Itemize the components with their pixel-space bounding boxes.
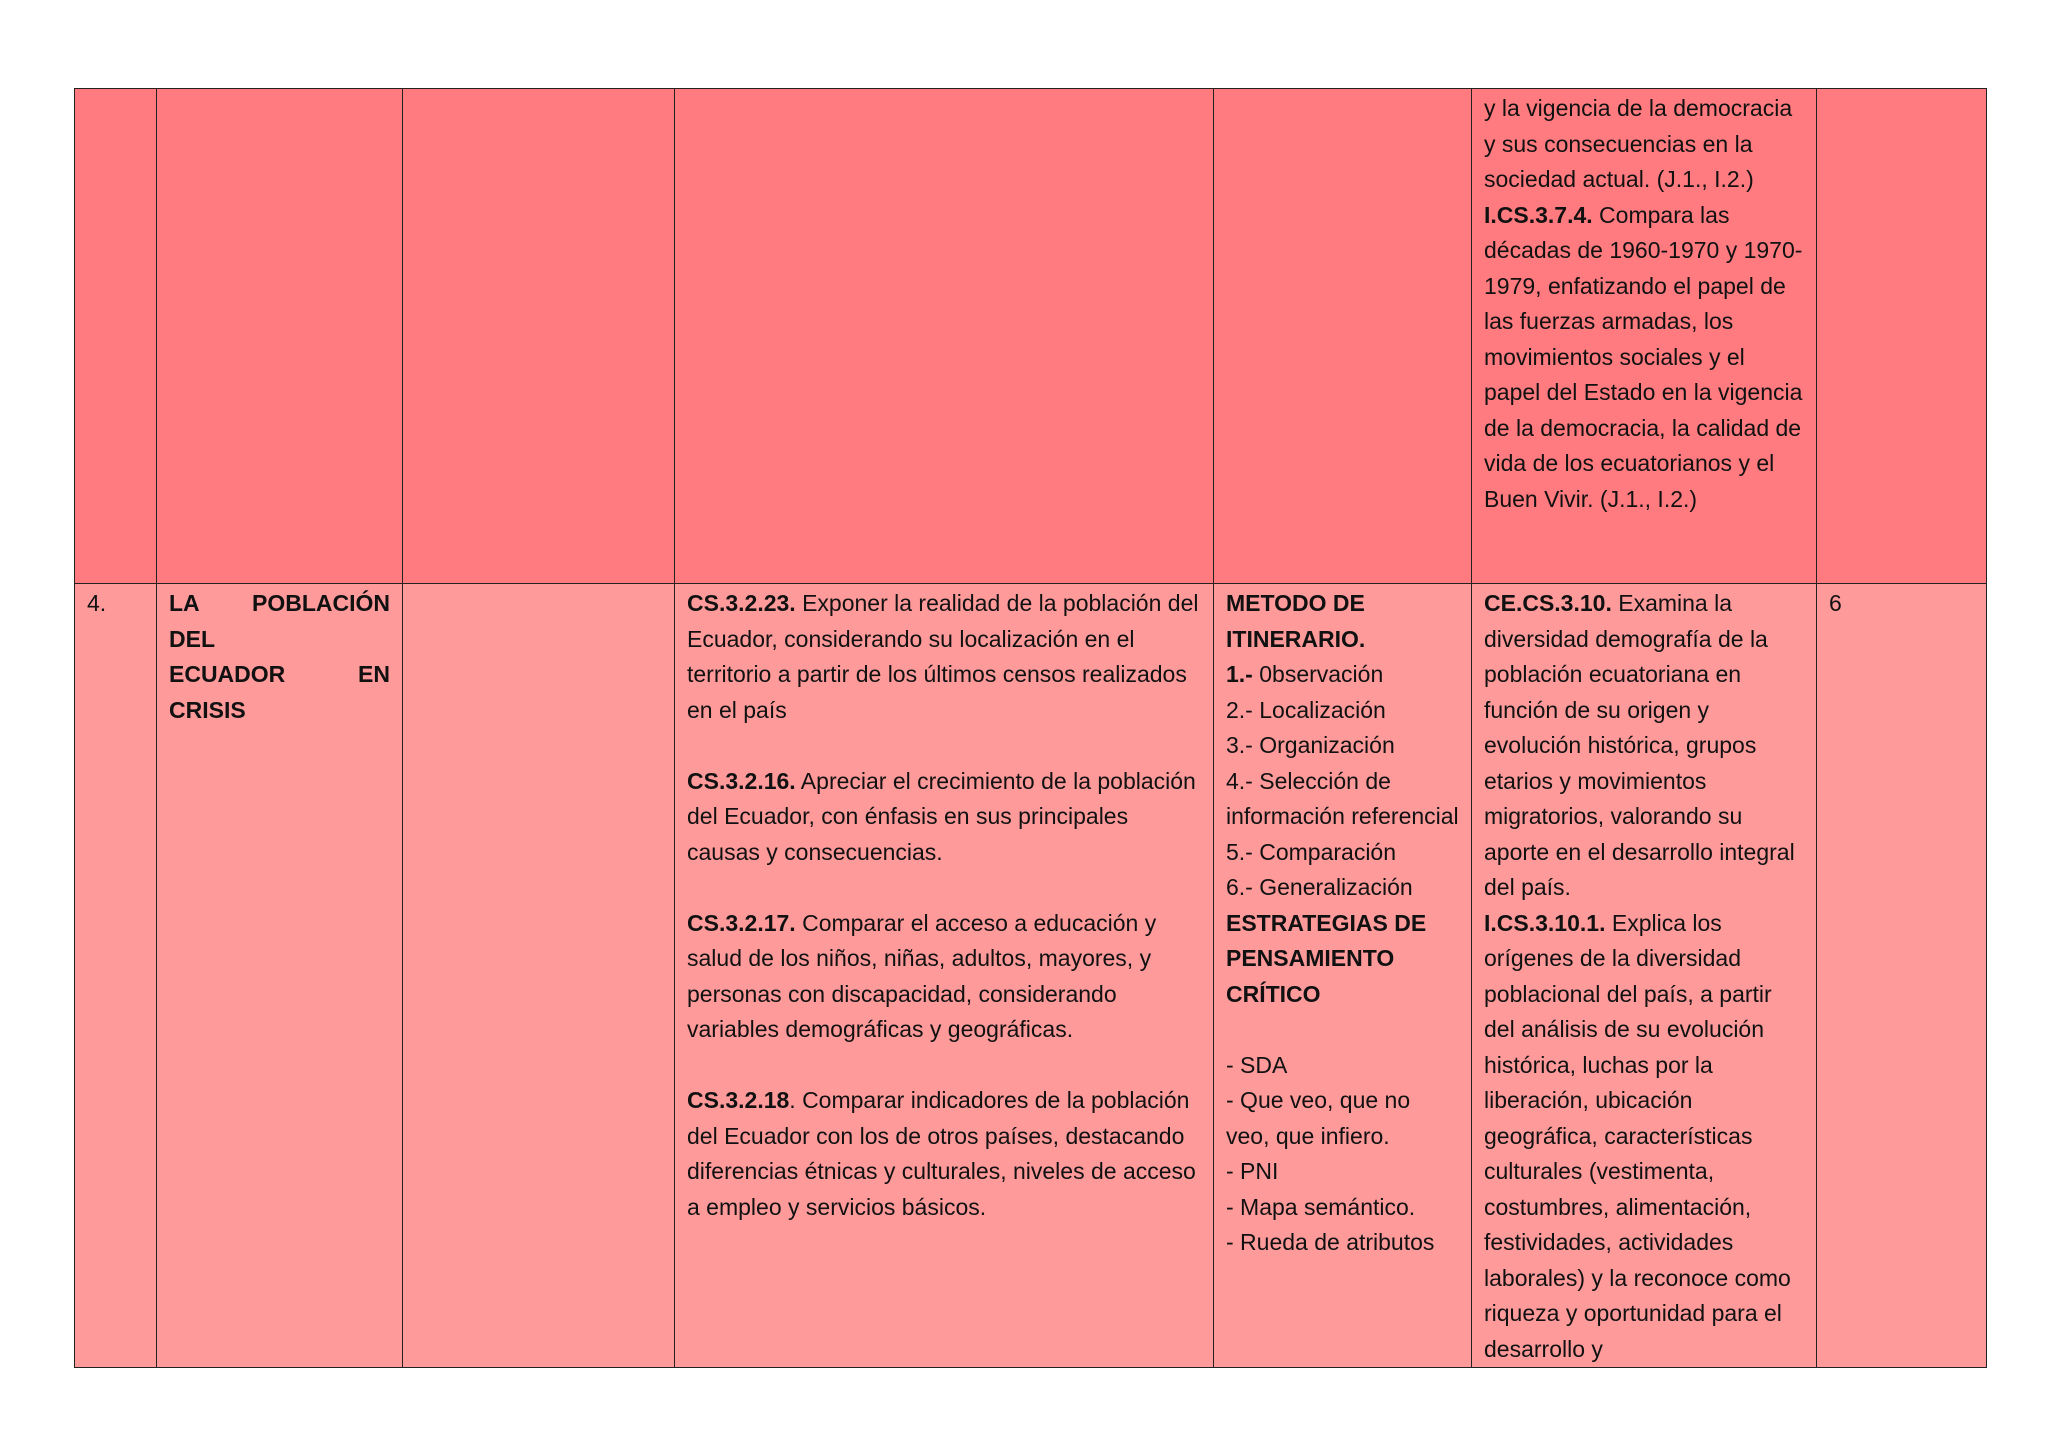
- unit-title-word: ECUADOR: [169, 661, 286, 687]
- skill-text: . Comparar indicadores de la población del Ecuador con los de otros países, destacando diferencias étnicas y culturales, niveles de acceso a empleo y servicios básicos.: [687, 1087, 1196, 1220]
- table-row: [75, 584, 1987, 1368]
- skill-item: [687, 586, 1201, 728]
- criteria-text: Examina la diversidad demografía de la población ecuatoriana en función de su origen y evolución histórica, grupos etarios y movimientos migratorios, valorando su aporte en el desarrollo integral del país.: [1484, 590, 1795, 900]
- number-cell: [75, 89, 157, 584]
- methodology-cell: [1214, 89, 1472, 584]
- skill-text: Comparar el acceso a educación y salud de los niños, niñas, adultos, mayores, y personas con discapacidad, considerando variables demográficas y geográficas.: [687, 909, 1157, 1042]
- method-step: 6.- Generalización: [1226, 874, 1413, 900]
- unit-title-line: LA POBLACIÓN DEL: [169, 590, 390, 652]
- criteria-code: CE.CS.3.10.: [1484, 590, 1612, 616]
- evaluation-criteria-cell: [1472, 89, 1817, 584]
- strategies-title: ESTRATEGIAS DE PENSAMIENTO CRÍTICO: [1226, 909, 1427, 1007]
- skill-code: CS.3.2.17.: [687, 909, 796, 936]
- skill-item: [687, 1083, 1201, 1225]
- weeks-cell: [1817, 89, 1987, 584]
- unit-title-line: [169, 657, 390, 693]
- method-step: 4.- Selección de información referencial: [1226, 767, 1459, 829]
- skill-item: [687, 906, 1201, 1048]
- indicator-text: Explica los orígenes de la diversidad poblacional del país, a partir del análisis de su evolución histórica, luchas por la liberación, ubicación geográfica, características culturales (vestimenta, costumbres, alimentación, festividades, actividades laborales) y la reconoce como riqueza y oportunidad para el desarrollo y: [1484, 909, 1791, 1362]
- indicator-text: Compara las décadas de 1960-1970 y 1970-1979, enfatizando el papel de las fuerzas armadas, los movimientos sociales y el papel del Estado en la vigencia de la democracia, la calidad de vida de los ecuatorianos y el Buen Vivir. (J.1., I.2.): [1484, 201, 1803, 512]
- method-step: 2.- Localización: [1226, 696, 1386, 723]
- indicator-code: I.CS.3.7.4.: [1484, 201, 1593, 228]
- method-step: 5.- Comparación: [1226, 838, 1397, 865]
- method-step-text: 0bservación: [1252, 661, 1384, 687]
- strategy-item: - Rueda de atributos: [1226, 1229, 1435, 1255]
- unit-title-cell: [157, 584, 403, 1368]
- method-step: [1226, 657, 1459, 693]
- skills-cell: [675, 89, 1214, 584]
- objectives-cell: [403, 89, 675, 584]
- skill-text: Exponer la realidad de la población del Ecuador, considerando su localización en el territorio a partir de los últimos censos realizados en el país: [687, 590, 1199, 723]
- skills-cell: [675, 584, 1214, 1368]
- strategy-item: - Mapa semántico.: [1226, 1193, 1416, 1220]
- evaluation-criteria-cell: [1472, 584, 1817, 1368]
- strategy-item: - PNI: [1226, 1158, 1279, 1184]
- unit-title-word: EN: [358, 661, 390, 687]
- indicator-continued-text: y la vigencia de la democracia y sus consecuencias en la sociedad actual. (J.1., I.2.): [1484, 95, 1793, 192]
- number-cell: [75, 584, 157, 1368]
- strategy-item: - Que veo, que no veo, que infiero.: [1226, 1087, 1411, 1149]
- objectives-cell: [403, 584, 675, 1368]
- skill-code: CS.3.2.16.: [687, 767, 796, 794]
- curriculum-plan-table: [74, 88, 1987, 1368]
- strategy-item: - SDA: [1226, 1051, 1288, 1078]
- weeks-value: 6: [1829, 590, 1842, 616]
- unit-title-cell: [157, 89, 403, 584]
- skill-text: Apreciar el crecimiento de la población del Ecuador, con énfasis en sus principales causas y consecuencias.: [687, 767, 1196, 865]
- skill-code: CS.3.2.23.: [687, 590, 796, 616]
- indicator-code: I.CS.3.10.1.: [1484, 909, 1606, 936]
- methodology-cell: [1214, 584, 1472, 1368]
- skill-item: [687, 764, 1201, 871]
- skill-code: CS.3.2.18: [687, 1087, 790, 1113]
- method-title: METODO DE ITINERARIO.: [1226, 590, 1366, 652]
- method-step-number: 1.-: [1226, 661, 1253, 687]
- method-step: 3.- Organización: [1226, 732, 1395, 758]
- table-row: [75, 89, 1987, 584]
- unit-number: 4.: [87, 590, 107, 616]
- weeks-cell: [1817, 584, 1987, 1368]
- unit-title-line: CRISIS: [169, 696, 246, 723]
